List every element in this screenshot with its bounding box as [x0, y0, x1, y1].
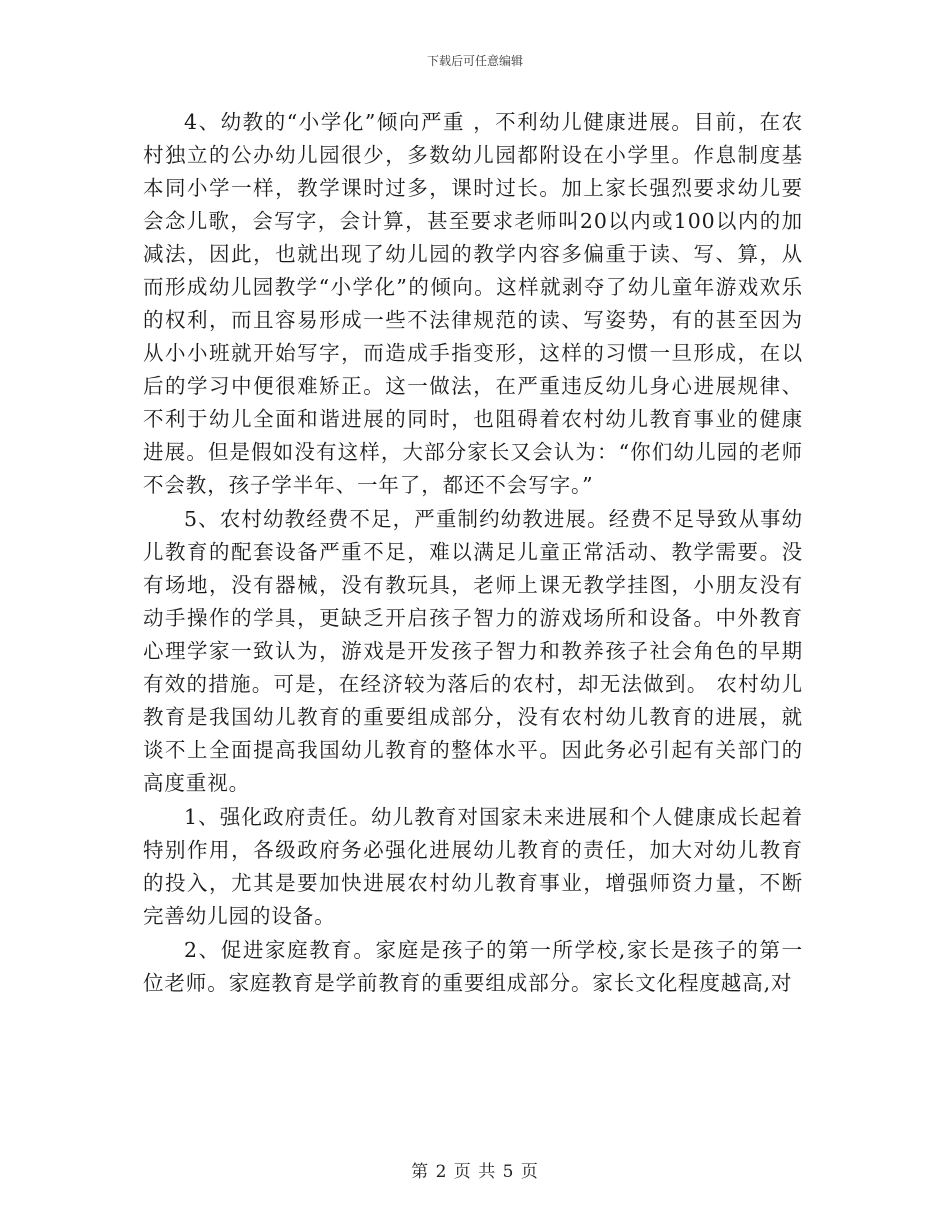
- paragraph-1-government-responsibility: 1、强化政府责任。幼儿教育对国家未来进展和个人健康成长起着特别作用，各级政府务必强化进展幼儿教育的责任，加大对幼儿教育的投入，尤其是要加快进展农村幼儿教育事业，增强师资力量，不断完善幼儿园的设备。: [143, 805, 803, 928]
- paragraph-2-family-education: 2、促进家庭教育。家庭是孩子的第一所学校,家长是孩子的第一位老师。家庭教育是学前教育的重要组成部分。家长文化程度越高,对: [143, 938, 803, 995]
- page-number-footer: 第 2 页 共 5 页: [411, 1162, 539, 1182]
- page-header-note: 下载后可任意编辑: [426, 54, 523, 68]
- document-body: [143, 106, 803, 1000]
- paragraph-5-funding-shortage: 5、农村幼教经费不足，严重制约幼教进展。经费不足导致从事幼儿教育的配套设备严重不足，难以满足儿童正常活动、教学需要。没有场地，没有器械，没有教玩具，老师上课无教学挂图，小朋友没有动手操作的学具，更缺乏开启孩子智力的游戏场所和设备。中外教育心理学家一致认为，游戏是开发孩子智力和教养孩子社会角色的早期有效的措施。可是，在经济较为落后的农村，却无法做到。 农村幼儿教育是我国幼儿教育的重要组成部分，没有农村幼儿教育的进展，就谈不上全面提高我国幼儿教育的整体水平。因此务必引起有关部门的高度重视。: [143, 507, 803, 795]
- paragraph-4-kindergarten-primary-tendency: 4、幼教的“小学化”倾向严重 ，不利幼儿健康进展。目前，在农村独立的公办幼儿园很少，多数幼儿园都附设在小学里。作息制度基本同小学一样，教学课时过多，课时过长。加上家长强烈要求幼儿要会念儿歌，会写字，会计算，甚至要求老师叫20以内或100以内的加减法，因此，也就出现了幼儿园的教学内容多偏重于读、写、算，从而形成幼儿园教学“小学化”的倾向。这样就剥夺了幼儿童年游戏欢乐的权利，而且容易形成一些不法律规范的读、写姿势，有的甚至因为从小小班就开始写字，而造成手指变形，这样的习惯一旦形成，在以后的学习中便很难矫正。这一做法，在严重违反幼儿身心进展规律、不利于幼儿全面和谐进展的同时，也阻碍着农村幼儿教育事业的健康进展。但是假如没有这样，大部分家长又会认为：“你们幼儿园的老师不会教，孩子学半年、一年了，都还不会写字。”: [143, 110, 803, 497]
